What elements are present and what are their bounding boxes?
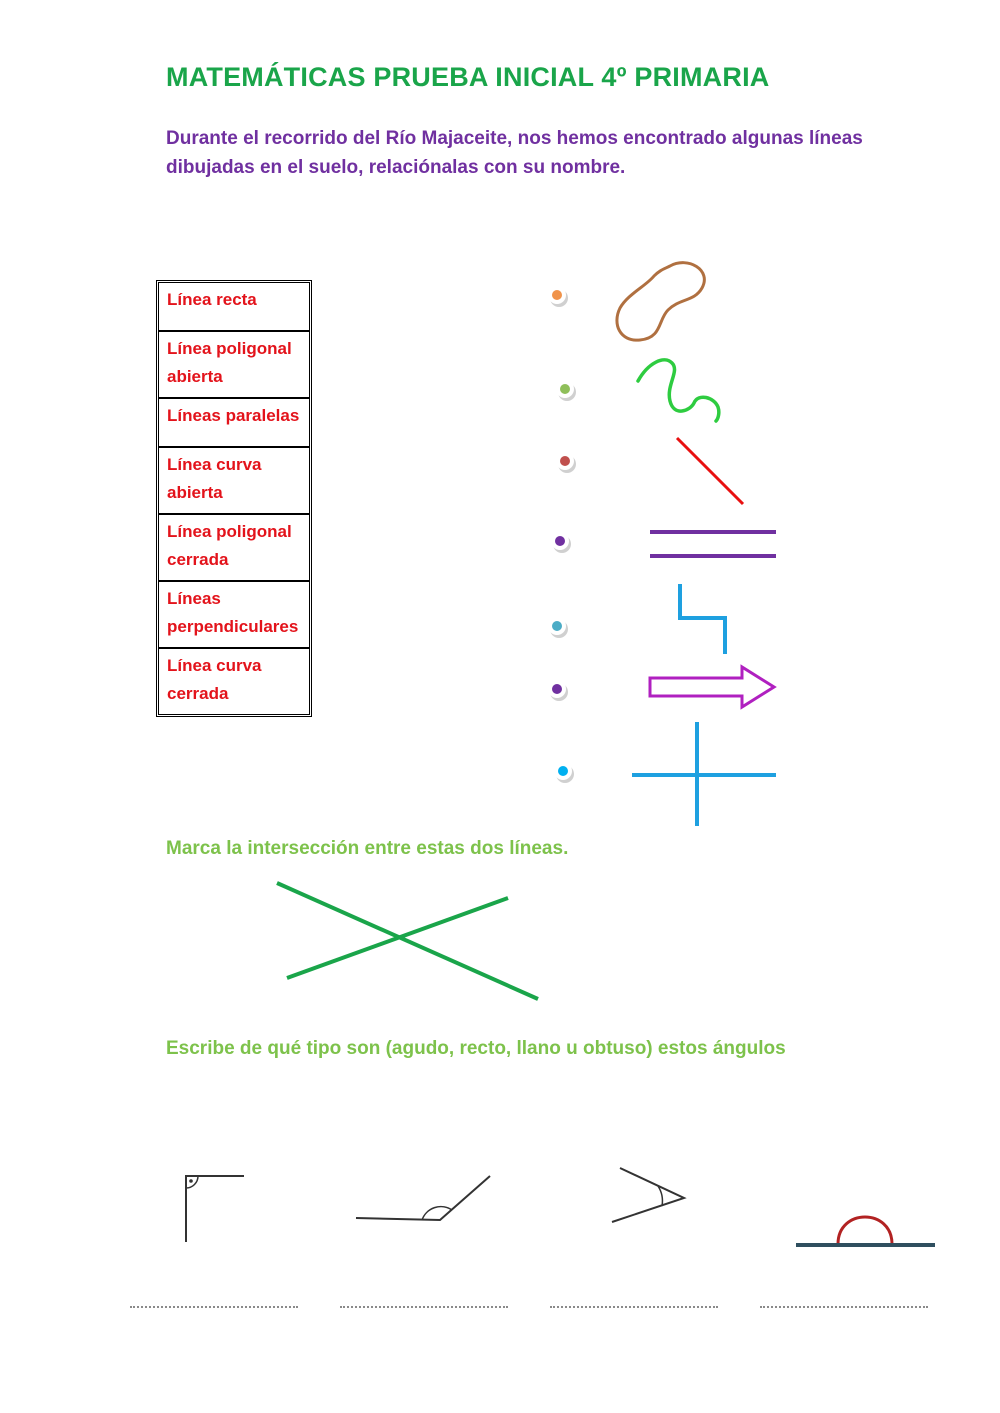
line-name-cell[interactable]: Línea poligonal cerrada [158, 514, 310, 581]
answer-blank[interactable] [130, 1306, 298, 1308]
matching-instructions: Durante el recorrido del Río Majaceite, nos hemos encontrado algunas líneas dibujadas en el suelo, relaciónalas con su nombre. [166, 128, 863, 178]
line-name-cell[interactable]: Línea curva abierta [158, 447, 310, 514]
line-name-cell[interactable]: Línea poligonal abierta [158, 331, 310, 398]
match-dot-open-curve[interactable] [556, 380, 574, 398]
match-dot-straight-line[interactable] [556, 452, 574, 470]
right-angle-icon [180, 1168, 250, 1248]
obtuse-angle-icon [352, 1168, 497, 1228]
line-names-table [156, 280, 312, 717]
straight-angle-icon [794, 1200, 939, 1252]
open-polygonal-figure [670, 582, 735, 656]
match-dot-closed-polygonal[interactable] [548, 680, 566, 698]
match-dot-parallel-lines[interactable] [551, 532, 569, 550]
match-dot-open-polygonal[interactable] [548, 617, 566, 635]
match-dot-closed-curve[interactable] [548, 286, 566, 304]
answer-blank[interactable] [550, 1306, 718, 1308]
perpendicular-lines-figure [630, 720, 780, 830]
intersection-instructions: Marca la intersección entre estas dos líneas. [166, 838, 569, 859]
parallel-lines-figure [650, 526, 780, 566]
match-dot-perpendicular-lines[interactable] [554, 762, 572, 780]
angles-instructions: Escribe de qué tipo son (agudo, recto, llano u obtuso) estos ángulos [166, 1038, 786, 1059]
intersecting-lines-figure[interactable] [270, 875, 550, 1005]
answer-blank[interactable] [760, 1306, 928, 1308]
acute-angle-icon [610, 1162, 695, 1228]
answer-blank[interactable] [340, 1306, 508, 1308]
straight-line-figure [670, 432, 750, 512]
closed-curve-figure [610, 258, 715, 348]
open-curve-figure [632, 355, 727, 430]
line-name-cell[interactable]: Línea recta [158, 282, 310, 331]
closed-polygonal-arrow-figure [646, 664, 780, 710]
line-name-cell[interactable]: Líneas paralelas [158, 398, 310, 447]
page-title: MATEMÁTICAS PRUEBA INICIAL 4º PRIMARIA [166, 62, 770, 92]
line-name-cell[interactable]: Líneas perpendiculares [158, 581, 310, 648]
line-name-cell[interactable]: Línea curva cerrada [158, 648, 310, 715]
